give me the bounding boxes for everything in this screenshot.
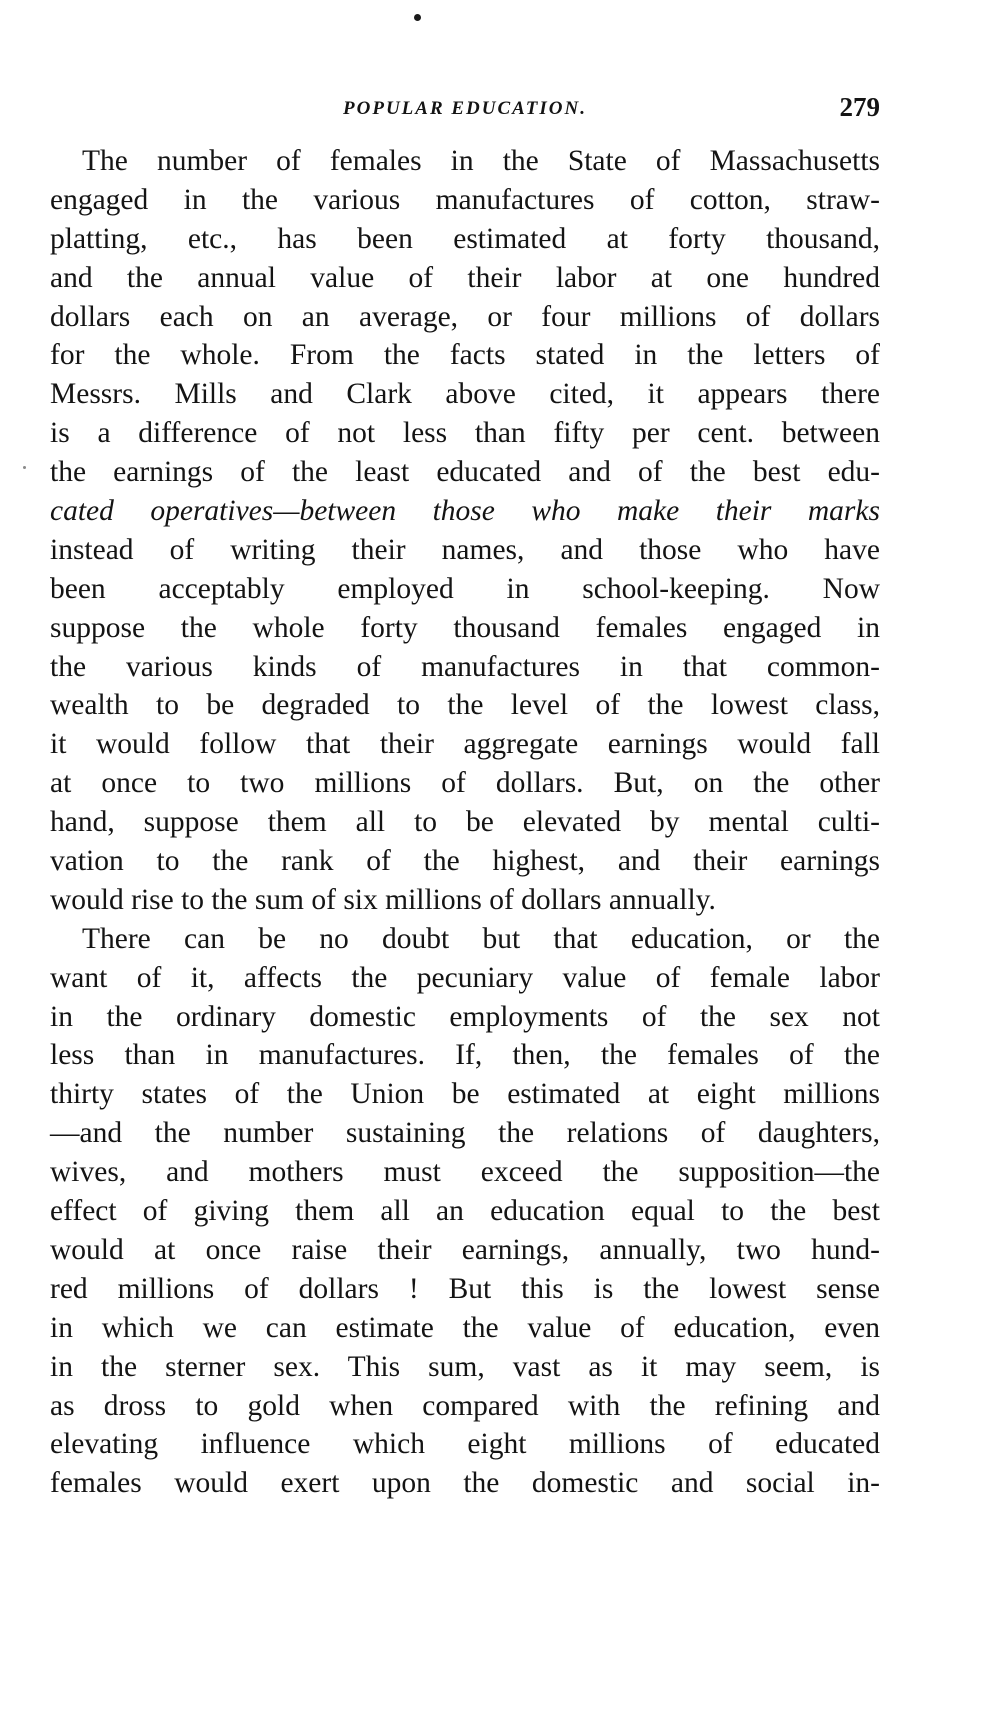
text-line: want of it, affects the pecuniary value of female labor — [50, 961, 880, 994]
text-line: vation to the rank of the highest, and their earnings — [50, 845, 880, 878]
text-line: suppose the whole forty thousand females engaged in — [50, 611, 880, 644]
margin-mark — [23, 466, 26, 469]
text-line: would at once raise their earnings, annually, two hund- — [50, 1233, 880, 1266]
running-head: POPULAR EDUCATION. — [343, 98, 587, 119]
text-line: for the whole. From the facts stated in the letters of — [50, 339, 880, 372]
text-line: and the annual value of their labor at one hundred — [50, 261, 880, 294]
text-line: platting, etc., has been estimated at forty thousand, — [50, 222, 880, 255]
body-text — [50, 142, 880, 1503]
text-line: been acceptably employed in school-keeping. Now — [50, 572, 880, 605]
text-line: as dross to gold when compared with the refining and — [50, 1389, 880, 1422]
text-line: —and the number sustaining the relations of daughters, — [50, 1117, 880, 1150]
text-line: the various kinds of manufactures in that common- — [50, 650, 880, 683]
text-line: in the ordinary domestic employments of the sex not — [50, 1000, 880, 1033]
text-line: effect of giving them all an education equal to the best — [50, 1195, 880, 1228]
page-header — [50, 92, 880, 128]
text-line: wealth to be degraded to the level of the lowest class, — [50, 689, 880, 722]
text-line: hand, suppose them all to be elevated by mental culti- — [50, 806, 880, 839]
text-line: in which we can estimate the value of education, even — [50, 1311, 880, 1344]
text-line: in the sterner sex. This sum, vast as it may seem, is — [50, 1350, 880, 1383]
text-line: females would exert upon the domestic and social in- — [50, 1467, 880, 1500]
text-line: instead of writing their names, and those who have — [50, 533, 880, 566]
text-line: red millions of dollars ! But this is the lowest sense — [50, 1272, 880, 1305]
text-line: it would follow that their aggregate earnings would fall — [50, 728, 880, 761]
text-line: wives, and mothers must exceed the supposition—the — [50, 1156, 880, 1189]
text-line: is a difference of not less than fifty per cent. between — [50, 417, 880, 450]
text-line: at once to two millions of dollars. But, on the other — [50, 767, 880, 800]
text-line: cated operatives—between those who make their marks — [50, 495, 880, 528]
text-line: engaged in the various manufactures of cotton, straw- — [50, 183, 880, 216]
text-line: thirty states of the Union be estimated at eight millions — [50, 1078, 880, 1111]
text-line: The number of females in the State of Massachusetts — [82, 145, 880, 177]
text-line: Messrs. Mills and Clark above cited, it appears there — [50, 378, 880, 411]
page-number: 279 — [839, 92, 880, 122]
ink-speck — [414, 14, 421, 21]
text-line: dollars each on an average, or four millions of dollars — [50, 300, 880, 333]
text-line: the earnings of the least educated and of the best edu- — [50, 456, 880, 489]
text-line: There can be no doubt but that education, or the — [82, 922, 880, 955]
text-line: elevating influence which eight millions of educated — [50, 1428, 880, 1461]
text-line: would rise to the sum of six millions of dollars annually. — [50, 883, 716, 916]
text-line: less than in manufactures. If, then, the females of the — [50, 1039, 880, 1072]
